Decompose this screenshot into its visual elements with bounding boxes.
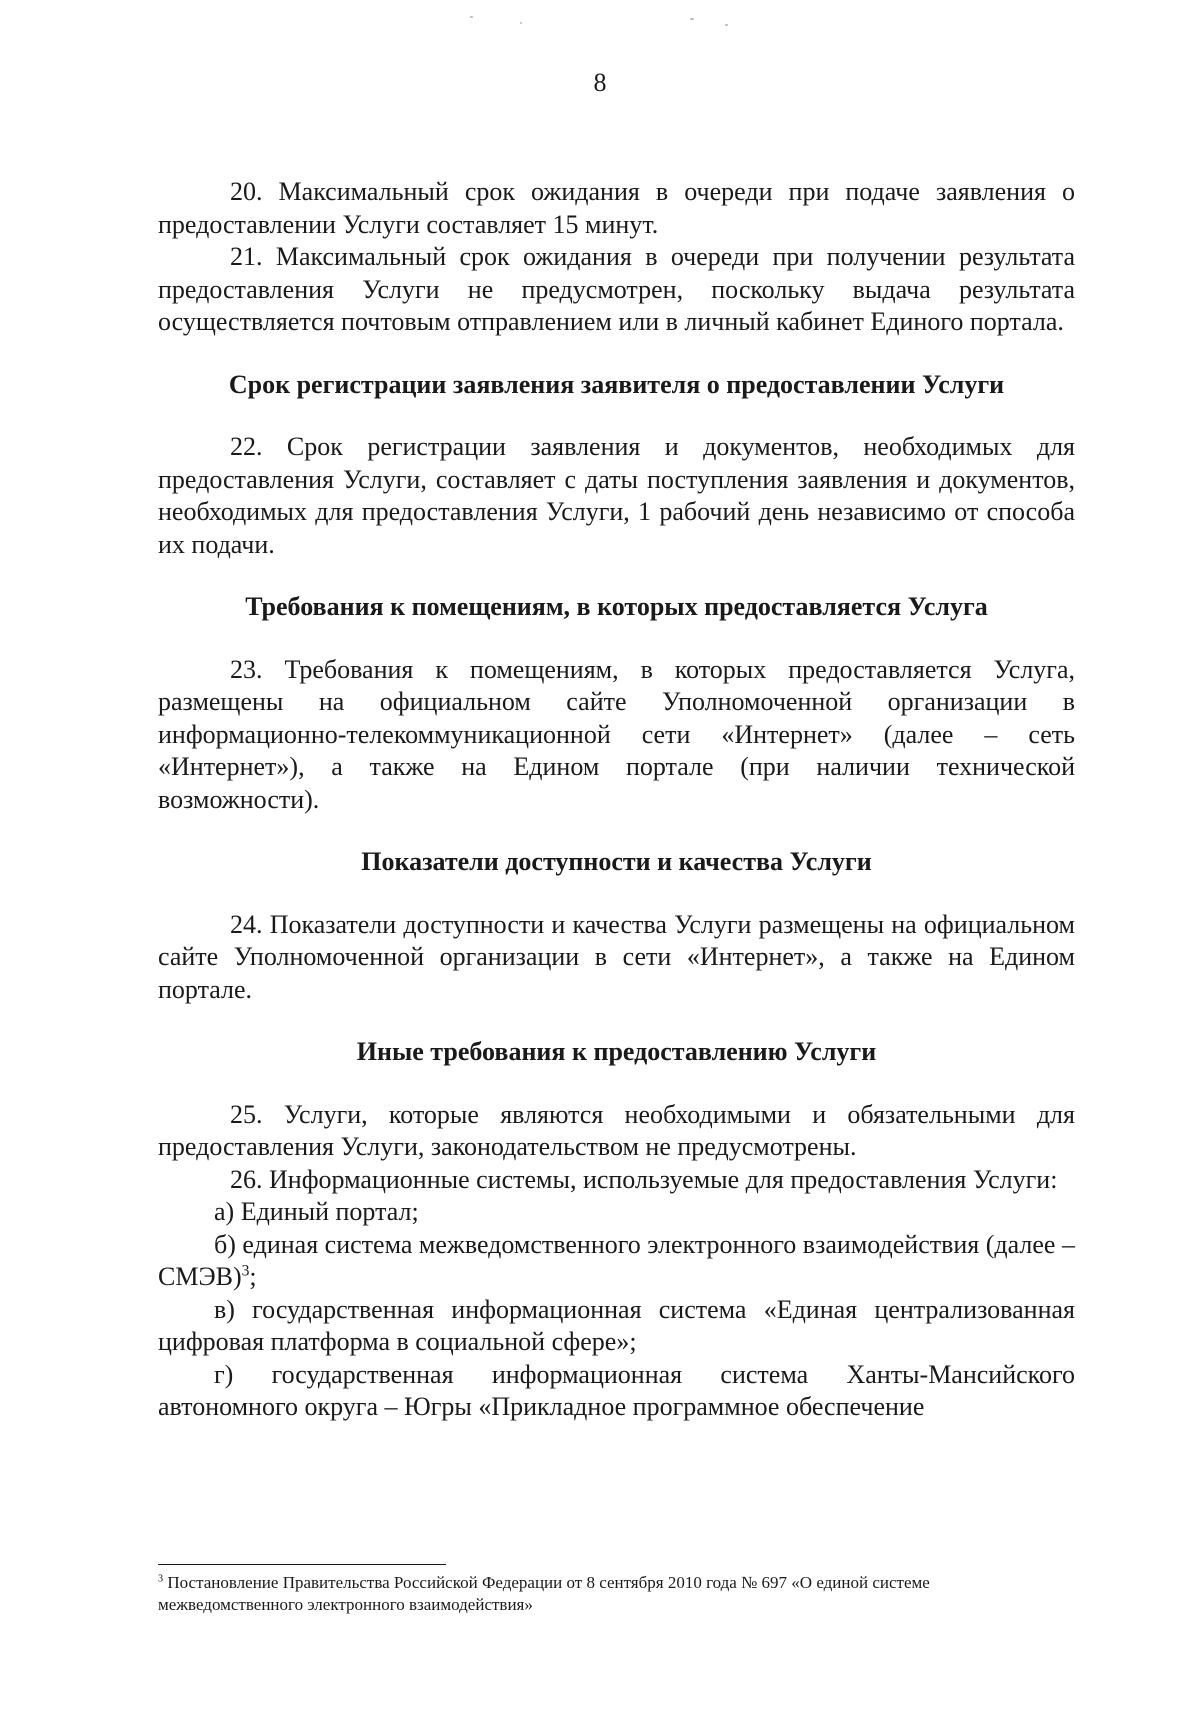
list-item-a: а) Единый портал;	[214, 1197, 419, 1226]
heading-other-requirements: Иные требования к предоставлению Услуги	[356, 1037, 877, 1066]
footnote	[158, 1572, 1075, 1616]
paragraph-21: 21. Максимальный срок ожидания в очереди при получении результата предоставления Услуги не предусмотрен, поскольку выдача результата осуществляется почтовым отправлением или в личный кабинет Единого портала.	[158, 242, 1075, 336]
list-item-b-end: ;	[249, 1262, 257, 1291]
paragraph-25: 25. Услуги, которые являются необходимыми и обязательными для предоставления Услуги, законодательством не предусмотрены.	[158, 1099, 1075, 1161]
heading-registration: Срок регистрации заявления заявителя о предоставлении Услуги	[228, 369, 1005, 399]
paragraph-22: 22. Срок регистрации заявления и документов, необходимых для предоставления Услуги, составляет с даты поступления заявления и документов, необходимых для предоставления Услуги, 1 рабочий день независимо от способа их подачи.	[158, 432, 1075, 559]
scan-speck	[520, 22, 522, 24]
paragraph-24: 24. Показатели доступности и качества Услуги размещены на официальном сайте Уполномоченной организации в сети «Интернет», а также на Едином портале.	[158, 909, 1075, 1004]
footnote-marker: 3	[158, 1573, 164, 1585]
scan-speck	[470, 16, 473, 18]
footnote-reference: 3	[241, 1262, 250, 1280]
list-item-b-text: б) единая система межведомственного электронного взаимодействия (далее – СМЭВ)	[158, 1229, 1075, 1291]
list-item-b	[158, 1229, 1075, 1294]
paragraph-23: 23. Требования к помещениям, в которых предоставляется Услуга, размещены на официальном сайте Уполномоченной организации в информационно-телекоммуникационной сети «Интернет» (далее – сеть «Интернет»), а также на Едином портале (при наличии технической возможности).	[158, 654, 1075, 814]
footnote-separator	[158, 1564, 446, 1565]
scan-speck	[725, 24, 728, 26]
page-number: 8	[593, 68, 607, 97]
scan-speck	[690, 18, 694, 20]
paragraph-26: 26. Информационные системы, используемые для предоставления Услуги:	[230, 1164, 1058, 1194]
list-item-g: г) государственная информационная система Ханты-Мансийского автономного округа – Югры «Прикладное программное обеспечение	[158, 1359, 1075, 1421]
heading-quality: Показатели доступности и качества Услуги	[361, 847, 872, 876]
heading-premises: Требования к помещениям, в которых предоставляется Услуга	[245, 592, 988, 621]
document-body	[158, 176, 1075, 1424]
paragraph-20: 20. Максимальный срок ожидания в очереди при подаче заявления о предоставлении Услуги составляет 15 минут.	[158, 177, 1075, 239]
list-item-v: в) государственная информационная система «Единая централизованная цифровая платформа в социальной сфере»;	[158, 1294, 1075, 1356]
footnote-text: Постановление Правительства Российской Федерации от 8 сентября 2010 года № 697 «О единой системе межведомственного электронного взаимодействия»	[158, 1573, 930, 1614]
